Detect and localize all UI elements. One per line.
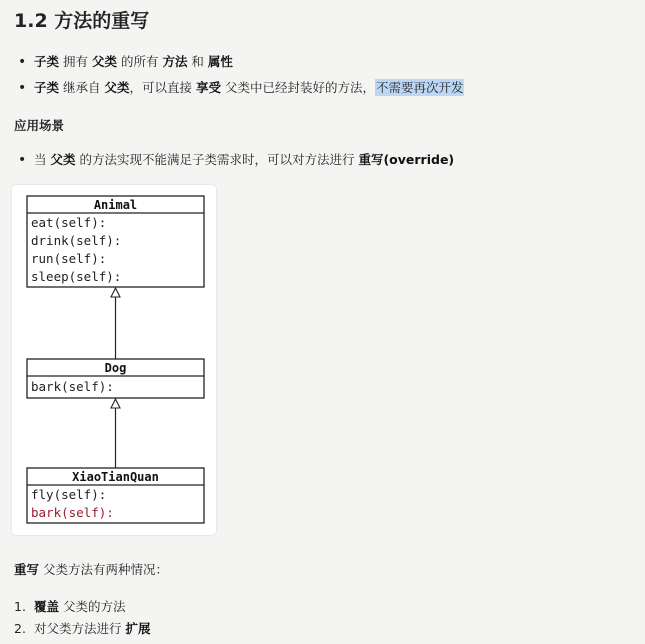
list-bold: 扩展: [125, 621, 151, 636]
intro-bold: 重写: [14, 562, 40, 577]
bullet-text: 父类: [91, 54, 117, 69]
bullet-text: 和: [187, 54, 208, 69]
uml-diagram: [12, 185, 216, 535]
list-text: 父类的方法: [59, 599, 126, 614]
inheritance-arrow: [111, 288, 120, 359]
uml-class-xiaotianquan: [27, 468, 204, 523]
page-title: 1.2 方法的重写: [14, 10, 150, 32]
bullet-text: 方法: [162, 54, 188, 69]
inheritance-bullets: [14, 52, 464, 104]
subheading: 应用场景: [14, 118, 65, 133]
scenario-bullets: [14, 150, 454, 170]
bullet-text: 继承自: [59, 80, 105, 95]
bullet-text: 的方法实现不能满足子类需求时，可以对方法进行: [75, 152, 359, 167]
list-text: 对父类方法进行: [34, 621, 126, 636]
bullet-text: 的所有: [116, 54, 163, 69]
method-label: sleep(self):: [31, 269, 122, 284]
method-label: drink(self):: [31, 233, 122, 248]
highlighted-text[interactable]: 不需要再次开发: [375, 80, 464, 95]
class-name: XiaoTianQuan: [72, 470, 159, 484]
bullet-text: 重写(override): [358, 152, 455, 167]
bullet-text: 父类: [104, 80, 130, 95]
bullet-item: [14, 78, 464, 104]
bullet-text: 属性: [207, 54, 233, 69]
class-name: Dog: [104, 361, 127, 375]
intro-text: 父类方法有两种情况：: [39, 562, 168, 577]
bullet-text: 子类: [34, 80, 60, 95]
uml-class-dog: [27, 359, 204, 398]
list-bold: 覆盖: [34, 599, 60, 614]
method-label: eat(self):: [31, 215, 107, 230]
class-name: Animal: [93, 198, 138, 212]
inheritance-arrow: [111, 399, 120, 468]
bullet-text: 父类中已经封装好的方法，: [220, 80, 375, 95]
bullet-item: [14, 52, 464, 78]
method-label: bark(self):: [31, 379, 114, 394]
uml-class-diagram: [12, 185, 216, 535]
list-number: 2.: [14, 621, 26, 636]
bullet-text: 父类: [50, 152, 76, 167]
bullet-text: 当: [34, 152, 51, 167]
list-item: [14, 618, 151, 640]
uml-class-animal: [27, 196, 204, 287]
bullet-text: ，可以直接: [129, 80, 196, 95]
list-item: [14, 596, 151, 618]
list-number: 1.: [14, 599, 26, 614]
method-label: fly(self):: [31, 487, 107, 502]
bullet-text: 子类: [34, 54, 60, 69]
override-cases-list: [14, 596, 151, 640]
bullet-text: 享受: [195, 80, 221, 95]
bullet-text: 拥有: [59, 54, 92, 69]
method-label: run(self):: [31, 251, 107, 266]
override-cases-intro: [14, 560, 168, 578]
bullet-item: [14, 150, 454, 170]
overridden-method-label: bark(self):: [31, 505, 114, 520]
